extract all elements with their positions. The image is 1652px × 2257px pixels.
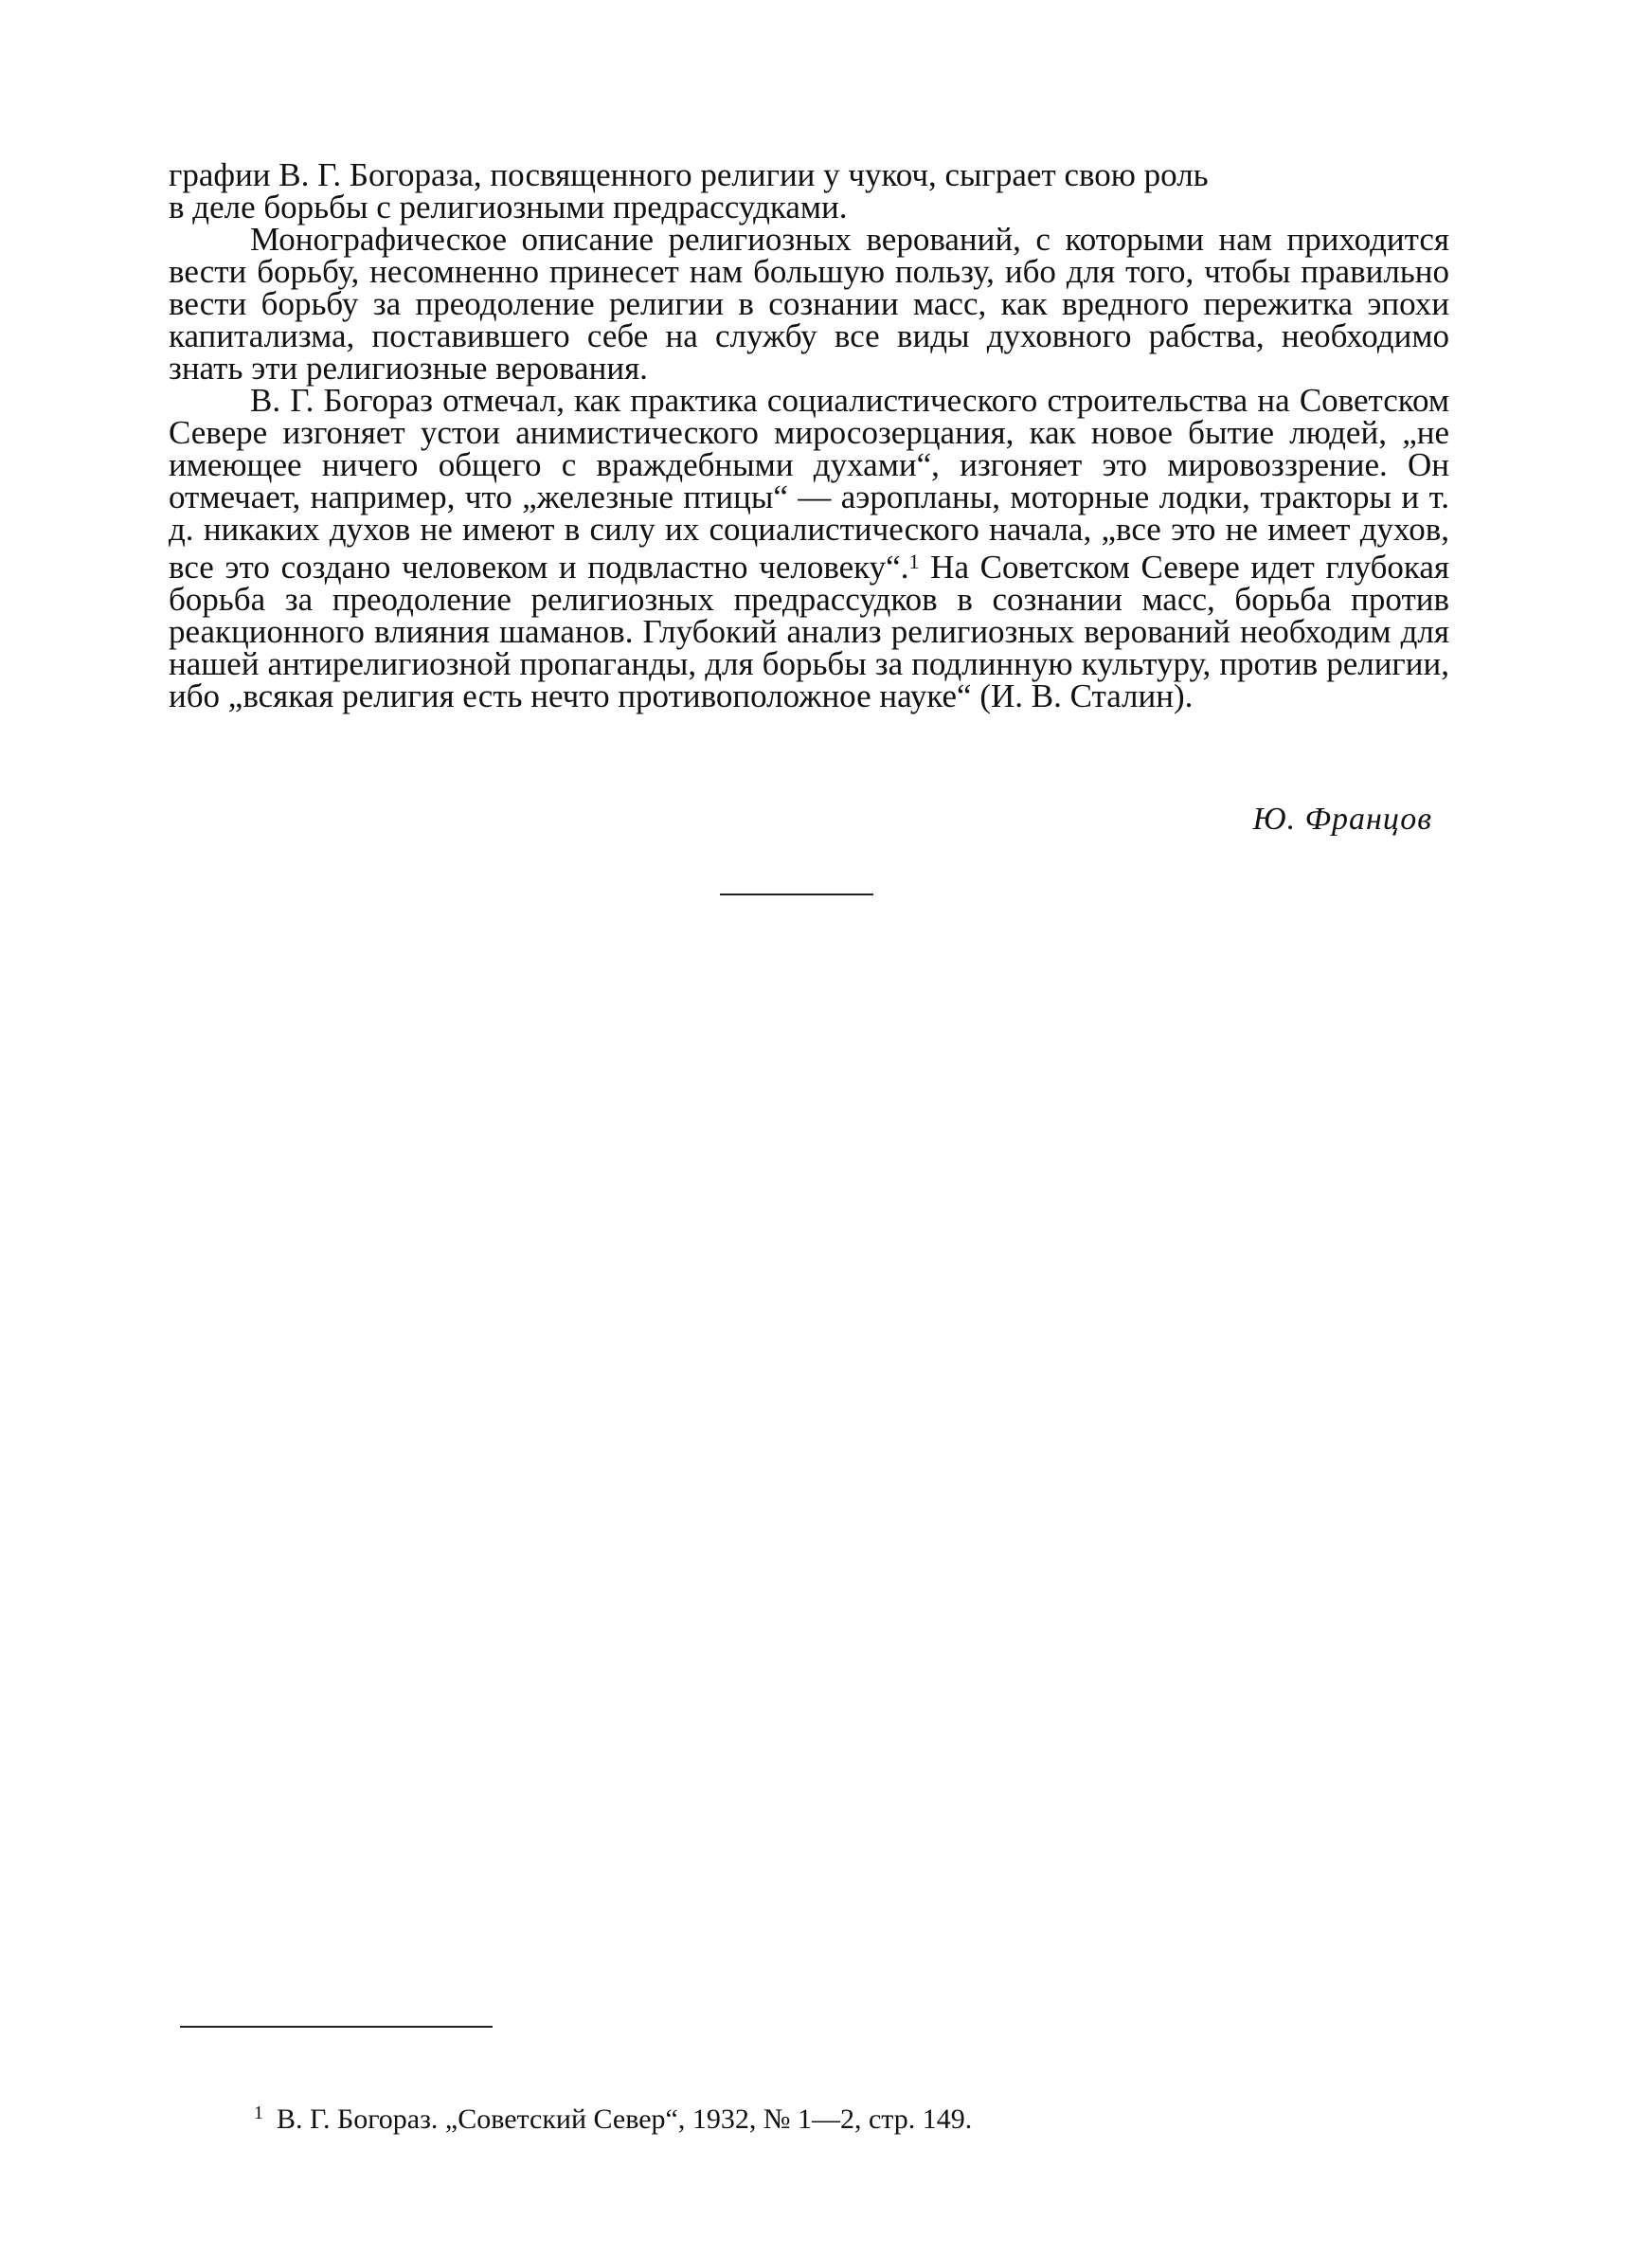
author-signature: Ю. Францов	[1252, 802, 1432, 837]
paragraph-3	[169, 382, 1449, 714]
footnote-text: В. Г. Богораз. „Советский Север“, 1932, № 1—2, стр. 149.	[277, 2104, 973, 2135]
footnote-marker: 1	[254, 2103, 263, 2123]
footnote-divider	[180, 2026, 493, 2028]
paragraph-3-text-before-ref: В. Г. Богораз отмечал, как практика социалистического строительства на Советском Севере изгоняет устои анимистического миросозерцания, как новое бытие людей, „не имеющее ничего общего с враждебными духами“, изгоняет это мировоззрение. Он отмечает, например, что „железные птицы“ — аэропланы, моторные лодки, тракторы и т. д. никаких духов не имеют в силу их социалистического начала, „все это не имеет духов, все это создано человеком и подвластно человеку“.	[169, 382, 1449, 586]
paragraph-3-text-after-ref: На Советском Севере идет глубокая борьба за преодоление религиозных предрассудков в сознании масс, борьба против реакционного влияния шаманов. Глубокий анализ религиозных верований необходим для нашей антирелигиозной пропаганды, для борьбы за подлинную культуру, против религии, ибо „всякая религия есть нечто противоположное науке“ (И. В. Сталин).	[169, 549, 1449, 714]
paragraph-2: Монографическое описание религиозных верований, с которыми нам приходится вести борьбу, несомненно принесет нам большую пользу, ибо для того, чтобы правильно вести борьбу за преодоление религии в сознании масс, как вредного пережитка эпохи капитализма, поставившего себе на службу все виды духовного рабства, необходимо знать эти религиозные верования.	[169, 221, 1449, 387]
body-text	[169, 156, 1449, 714]
paragraph-1: графии В. Г. Богораза, посвященного религии у чукоч, сыграет свою роль в деле борьбы с религиозными предрассудками.	[169, 156, 1209, 226]
footnote	[254, 2096, 972, 2137]
footnote-reference: 1	[908, 550, 920, 573]
section-divider	[720, 894, 873, 895]
